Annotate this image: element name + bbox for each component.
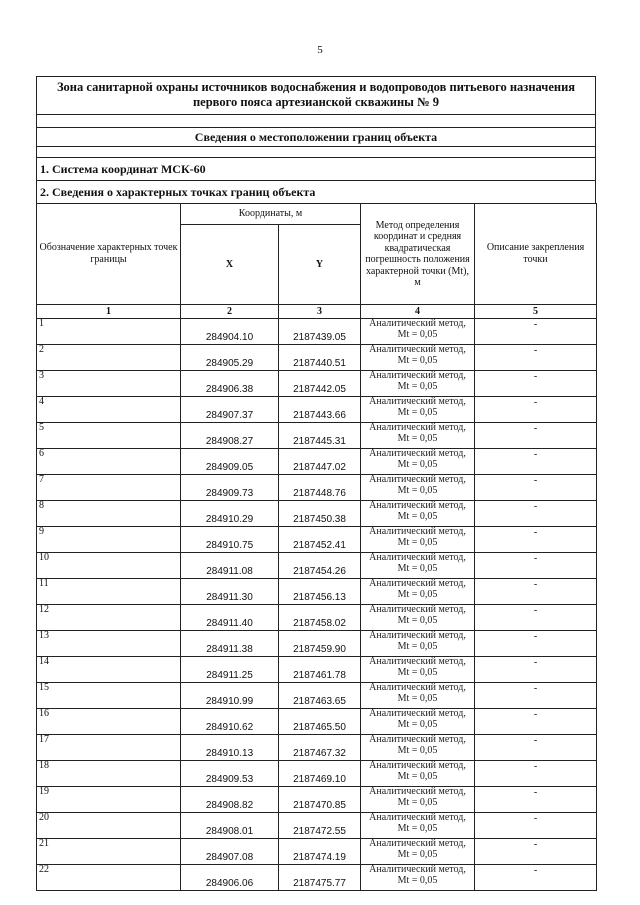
table-row xyxy=(37,657,597,683)
accuracy-text: Mt = 0,05 xyxy=(397,770,438,782)
method-text: Аналитический метод, xyxy=(369,344,466,355)
point-id: 7 xyxy=(37,475,181,501)
coord-y: 2187474.19 xyxy=(279,839,361,865)
points-table xyxy=(36,203,597,891)
coord-y: 2187461.78 xyxy=(279,657,361,683)
coord-y: 2187456.13 xyxy=(279,579,361,605)
method-cell xyxy=(361,501,475,527)
point-id: 19 xyxy=(37,787,181,813)
fix-description: - xyxy=(475,371,597,397)
coord-x: 284909.05 xyxy=(181,449,279,475)
method-cell xyxy=(361,657,475,683)
method-text: Аналитический метод, xyxy=(369,500,466,511)
table-row xyxy=(37,813,597,839)
accuracy-text: Mt = 0,05 xyxy=(397,822,438,834)
coord-x: 284906.06 xyxy=(181,865,279,891)
header-point-label: Обозначение характерных точек границы xyxy=(37,204,181,305)
column-number: 2 xyxy=(181,305,279,319)
fix-description: - xyxy=(475,657,597,683)
accuracy-text: Mt = 0,05 xyxy=(397,458,438,470)
header-fix-label: Описание закрепления точки xyxy=(475,204,597,305)
table-row xyxy=(37,631,597,657)
column-number: 5 xyxy=(475,305,597,319)
method-cell xyxy=(361,735,475,761)
accuracy-text: Mt = 0,05 xyxy=(397,406,438,418)
fix-description: - xyxy=(475,631,597,657)
point-id: 9 xyxy=(37,527,181,553)
fix-description: - xyxy=(475,423,597,449)
method-cell xyxy=(361,527,475,553)
fix-description: - xyxy=(475,839,597,865)
coord-y: 2187472.55 xyxy=(279,813,361,839)
accuracy-text: Mt = 0,05 xyxy=(397,848,438,860)
method-text: Аналитический метод, xyxy=(369,526,466,537)
coord-y: 2187445.31 xyxy=(279,423,361,449)
fix-description: - xyxy=(475,319,597,345)
accuracy-text: Mt = 0,05 xyxy=(397,796,438,808)
method-cell xyxy=(361,839,475,865)
coord-x: 284911.38 xyxy=(181,631,279,657)
fix-description: - xyxy=(475,475,597,501)
coord-x: 284904.10 xyxy=(181,319,279,345)
table-row xyxy=(37,709,597,735)
table-row xyxy=(37,345,597,371)
header-x: X xyxy=(181,225,279,305)
method-cell xyxy=(361,397,475,423)
coord-x: 284907.08 xyxy=(181,839,279,865)
point-id: 4 xyxy=(37,397,181,423)
coord-x: 284905.29 xyxy=(181,345,279,371)
method-cell xyxy=(361,787,475,813)
method-cell xyxy=(361,579,475,605)
accuracy-text: Mt = 0,05 xyxy=(397,562,438,574)
coord-y: 2187475.77 xyxy=(279,865,361,891)
point-id: 1 xyxy=(37,319,181,345)
method-text: Аналитический метод, xyxy=(369,396,466,407)
fix-description: - xyxy=(475,579,597,605)
method-cell xyxy=(361,345,475,371)
coord-x: 284910.62 xyxy=(181,709,279,735)
coord-x: 284911.25 xyxy=(181,657,279,683)
table-row xyxy=(37,371,597,397)
fix-description: - xyxy=(475,501,597,527)
coord-x: 284910.13 xyxy=(181,735,279,761)
point-id: 2 xyxy=(37,345,181,371)
table-row xyxy=(37,475,597,501)
coord-y: 2187443.66 xyxy=(279,397,361,423)
table-row xyxy=(37,735,597,761)
method-text: Аналитический метод, xyxy=(369,422,466,433)
coord-y: 2187450.38 xyxy=(279,501,361,527)
method-text: Аналитический метод, xyxy=(369,786,466,797)
accuracy-text: Mt = 0,05 xyxy=(397,666,438,678)
point-id: 12 xyxy=(37,605,181,631)
coord-y: 2187452.41 xyxy=(279,527,361,553)
point-id: 16 xyxy=(37,709,181,735)
method-cell xyxy=(361,683,475,709)
method-cell xyxy=(361,605,475,631)
fix-description: - xyxy=(475,397,597,423)
fix-description: - xyxy=(475,605,597,631)
table-row xyxy=(37,397,597,423)
points-heading: 2. Сведения о характерных точках границ объекта xyxy=(36,180,596,203)
point-id: 3 xyxy=(37,371,181,397)
method-cell xyxy=(361,319,475,345)
method-cell xyxy=(361,813,475,839)
method-text: Аналитический метод, xyxy=(369,708,466,719)
coord-x: 284906.38 xyxy=(181,371,279,397)
coord-x: 284909.73 xyxy=(181,475,279,501)
table-row xyxy=(37,449,597,475)
coord-x: 284908.82 xyxy=(181,787,279,813)
spacer-row xyxy=(36,146,596,157)
method-cell xyxy=(361,449,475,475)
point-id: 18 xyxy=(37,761,181,787)
fix-description: - xyxy=(475,787,597,813)
point-id: 17 xyxy=(37,735,181,761)
table-row xyxy=(37,787,597,813)
point-id: 10 xyxy=(37,553,181,579)
coord-x: 284910.75 xyxy=(181,527,279,553)
method-text: Аналитический метод, xyxy=(369,448,466,459)
point-id: 6 xyxy=(37,449,181,475)
table-row xyxy=(37,319,597,345)
method-text: Аналитический метод, xyxy=(369,474,466,485)
table-row xyxy=(37,683,597,709)
table-row xyxy=(37,423,597,449)
coordinate-system: 1. Система координат МСК-60 xyxy=(36,157,596,180)
fix-description: - xyxy=(475,553,597,579)
table-row xyxy=(37,579,597,605)
coord-x: 284911.30 xyxy=(181,579,279,605)
fix-description: - xyxy=(475,813,597,839)
header-method-text: Метод определения координат и средняя квадратическая погрешность положения характерной точки (Mt), м xyxy=(365,219,470,288)
accuracy-text: Mt = 0,05 xyxy=(397,744,438,756)
coord-x: 284907.37 xyxy=(181,397,279,423)
table-row xyxy=(37,761,597,787)
method-text: Аналитический метод, xyxy=(369,552,466,563)
method-text: Аналитический метод, xyxy=(369,630,466,641)
point-id: 11 xyxy=(37,579,181,605)
point-id: 5 xyxy=(37,423,181,449)
coord-y: 2187459.90 xyxy=(279,631,361,657)
coord-y: 2187440.51 xyxy=(279,345,361,371)
accuracy-text: Mt = 0,05 xyxy=(397,614,438,626)
point-id: 20 xyxy=(37,813,181,839)
method-cell xyxy=(361,475,475,501)
method-cell xyxy=(361,371,475,397)
accuracy-text: Mt = 0,05 xyxy=(397,640,438,652)
table-row xyxy=(37,553,597,579)
accuracy-text: Mt = 0,05 xyxy=(397,510,438,522)
accuracy-text: Mt = 0,05 xyxy=(397,484,438,496)
header-coords-label: Координаты, м xyxy=(181,204,361,225)
fix-description: - xyxy=(475,449,597,475)
coord-y: 2187463.65 xyxy=(279,683,361,709)
header-y: Y xyxy=(279,225,361,305)
table-row xyxy=(37,865,597,891)
coord-y: 2187467.32 xyxy=(279,735,361,761)
coord-x: 284910.99 xyxy=(181,683,279,709)
column-number: 4 xyxy=(361,305,475,319)
method-text: Аналитический метод, xyxy=(369,370,466,381)
accuracy-text: Mt = 0,05 xyxy=(397,380,438,392)
coord-y: 2187447.02 xyxy=(279,449,361,475)
table-row xyxy=(37,527,597,553)
accuracy-text: Mt = 0,05 xyxy=(397,432,438,444)
method-text: Аналитический метод, xyxy=(369,760,466,771)
column-number: 1 xyxy=(37,305,181,319)
method-text: Аналитический метод, xyxy=(369,838,466,849)
method-text: Аналитический метод, xyxy=(369,864,466,875)
fix-description: - xyxy=(475,527,597,553)
point-id: 14 xyxy=(37,657,181,683)
document-title: Зона санитарной охраны источников водоснабжения и водопроводов питьевого назначения первого пояса артезианской скважины № 9 xyxy=(36,76,596,114)
header-method-label xyxy=(361,204,475,305)
point-id: 15 xyxy=(37,683,181,709)
table-row xyxy=(37,605,597,631)
method-text: Аналитический метод, xyxy=(369,318,466,329)
point-id: 8 xyxy=(37,501,181,527)
coord-x: 284909.53 xyxy=(181,761,279,787)
coord-x: 284911.08 xyxy=(181,553,279,579)
coord-y: 2187442.05 xyxy=(279,371,361,397)
coord-y: 2187448.76 xyxy=(279,475,361,501)
section-title: Сведения о местоположении границ объекта xyxy=(36,127,596,146)
coord-y: 2187454.26 xyxy=(279,553,361,579)
fix-description: - xyxy=(475,735,597,761)
method-text: Аналитический метод, xyxy=(369,682,466,693)
column-number: 3 xyxy=(279,305,361,319)
method-text: Аналитический метод, xyxy=(369,578,466,589)
point-id: 22 xyxy=(37,865,181,891)
accuracy-text: Mt = 0,05 xyxy=(397,874,438,886)
coord-y: 2187470.85 xyxy=(279,787,361,813)
fix-description: - xyxy=(475,761,597,787)
method-cell xyxy=(361,631,475,657)
table-row xyxy=(37,501,597,527)
coord-y: 2187458.02 xyxy=(279,605,361,631)
page-number: 5 xyxy=(317,44,323,56)
coord-x: 284908.01 xyxy=(181,813,279,839)
method-cell xyxy=(361,423,475,449)
method-text: Аналитический метод, xyxy=(369,734,466,745)
accuracy-text: Mt = 0,05 xyxy=(397,692,438,704)
method-text: Аналитический метод, xyxy=(369,656,466,667)
fix-description: - xyxy=(475,345,597,371)
method-cell xyxy=(361,865,475,891)
method-cell xyxy=(361,553,475,579)
coord-x: 284908.27 xyxy=(181,423,279,449)
accuracy-text: Mt = 0,05 xyxy=(397,354,438,366)
column-number-row xyxy=(37,305,597,319)
method-cell xyxy=(361,709,475,735)
fix-description: - xyxy=(475,865,597,891)
method-text: Аналитический метод, xyxy=(369,604,466,615)
spacer-row xyxy=(36,114,596,127)
accuracy-text: Mt = 0,05 xyxy=(397,328,438,340)
accuracy-text: Mt = 0,05 xyxy=(397,536,438,548)
method-text: Аналитический метод, xyxy=(369,812,466,823)
fix-description: - xyxy=(475,683,597,709)
coord-x: 284911.40 xyxy=(181,605,279,631)
coord-y: 2187469.10 xyxy=(279,761,361,787)
document-sheet xyxy=(36,76,596,891)
table-row xyxy=(37,839,597,865)
fix-description: - xyxy=(475,709,597,735)
method-cell xyxy=(361,761,475,787)
point-id: 21 xyxy=(37,839,181,865)
coord-y: 2187465.50 xyxy=(279,709,361,735)
accuracy-text: Mt = 0,05 xyxy=(397,718,438,730)
point-id: 13 xyxy=(37,631,181,657)
coord-x: 284910.29 xyxy=(181,501,279,527)
accuracy-text: Mt = 0,05 xyxy=(397,588,438,600)
coord-y: 2187439.05 xyxy=(279,319,361,345)
